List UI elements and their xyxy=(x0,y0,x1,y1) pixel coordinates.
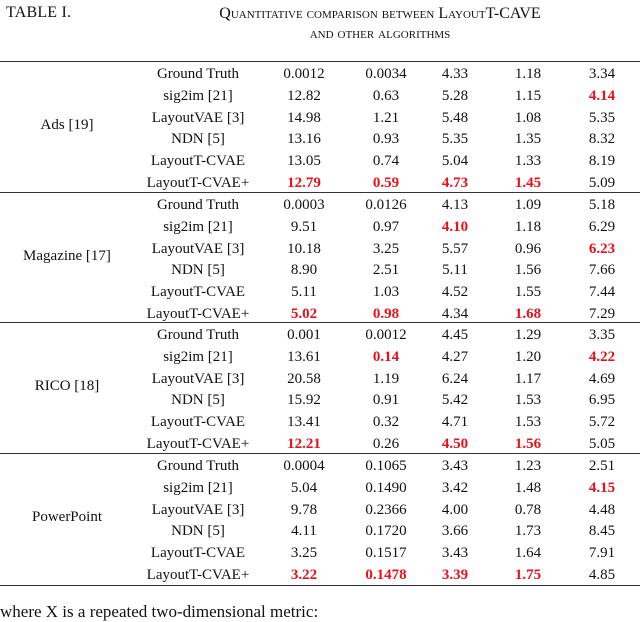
value-cell: 4.00 xyxy=(441,501,469,518)
value-cell: 14.98 xyxy=(287,109,321,126)
value-cell: 0.93 xyxy=(372,131,400,148)
table-title xyxy=(120,4,640,44)
value-cell: 1.08 xyxy=(514,109,542,126)
best-value-cell: 4.73 xyxy=(441,175,469,191)
value-cell: 5.18 xyxy=(588,197,616,213)
value-cell: 4.48 xyxy=(588,501,616,518)
value-cell: 4.27 xyxy=(441,348,469,365)
group-divider xyxy=(0,322,640,323)
dataset-label: Magazine [17] xyxy=(23,247,111,264)
best-value-cell: 0.1478 xyxy=(365,567,407,583)
method-name: LayoutT-CVAE xyxy=(150,545,246,562)
value-cell: 5.72 xyxy=(588,414,616,431)
table-row xyxy=(0,282,640,304)
table-row xyxy=(0,260,640,282)
best-value-cell: 12.21 xyxy=(287,436,321,452)
value-cell: 2.51 xyxy=(588,458,616,474)
best-value-cell: 6.23 xyxy=(588,240,616,257)
table-title-line-2: and other algorithms xyxy=(309,25,451,42)
value-cell: 4.52 xyxy=(441,284,469,301)
value-cell: 5.04 xyxy=(441,153,469,170)
table-row xyxy=(0,412,640,434)
best-value-cell: 1.56 xyxy=(514,436,542,452)
value-cell: 1.23 xyxy=(514,458,542,474)
value-cell: 3.35 xyxy=(588,327,616,343)
value-cell: 13.05 xyxy=(287,153,321,170)
table-row xyxy=(0,239,640,261)
value-cell: 13.16 xyxy=(287,131,321,148)
value-cell: 1.21 xyxy=(372,109,400,126)
value-cell: 13.41 xyxy=(287,414,321,431)
value-cell: 1.09 xyxy=(514,197,542,213)
value-cell: 1.29 xyxy=(514,327,542,343)
body-text-line: where X is a repeated two-dimensional metric: xyxy=(0,602,319,621)
value-cell: 0.1517 xyxy=(365,545,407,562)
value-cell: 1.35 xyxy=(514,131,542,148)
value-cell: 1.18 xyxy=(514,218,542,235)
value-cell: 8.90 xyxy=(290,262,318,279)
value-cell: 10.18 xyxy=(287,240,321,257)
method-name: Ground Truth xyxy=(156,197,240,213)
table-row xyxy=(0,325,640,347)
value-cell: 0.91 xyxy=(372,392,400,409)
value-cell: 1.53 xyxy=(514,392,542,409)
value-cell: 2.51 xyxy=(372,262,400,279)
value-cell: 0.0126 xyxy=(365,197,407,213)
value-cell: 0.0012 xyxy=(283,66,325,82)
value-cell: 0.32 xyxy=(372,414,400,431)
dataset-label: RICO [18] xyxy=(34,377,100,394)
value-cell: 4.11 xyxy=(291,523,317,540)
group-divider xyxy=(0,453,640,454)
value-cell: 1.20 xyxy=(514,348,542,365)
best-value-cell: 12.79 xyxy=(287,175,321,191)
method-name: sig2im [21] xyxy=(163,348,233,365)
method-name: sig2im [21] xyxy=(163,218,233,235)
value-cell: 3.42 xyxy=(441,479,469,496)
value-cell: 1.53 xyxy=(514,414,542,431)
table-row xyxy=(0,456,640,478)
value-cell: 7.44 xyxy=(588,284,616,301)
best-value-cell: 4.22 xyxy=(588,348,616,365)
value-cell: 0.0004 xyxy=(283,458,325,474)
value-cell: 3.34 xyxy=(588,66,616,82)
dataset-label: Ads [19] xyxy=(40,116,94,133)
value-cell: 6.24 xyxy=(441,370,469,387)
value-cell: 8.32 xyxy=(588,131,616,148)
value-cell: 3.25 xyxy=(372,240,400,257)
value-cell: 0.1720 xyxy=(365,523,407,540)
value-cell: 5.48 xyxy=(441,109,469,126)
best-value-cell: 4.14 xyxy=(588,87,616,104)
value-cell: 0.0012 xyxy=(365,327,407,343)
method-name: NDN [5] xyxy=(171,392,225,409)
method-name: sig2im [21] xyxy=(163,479,233,496)
value-cell: 3.25 xyxy=(290,545,318,562)
method-name: LayoutVAE [3] xyxy=(151,240,245,257)
table-row xyxy=(0,347,640,369)
method-name: LayoutVAE [3] xyxy=(151,370,245,387)
method-name: LayoutVAE [3] xyxy=(151,109,245,126)
value-cell: 1.73 xyxy=(514,523,542,540)
table-row xyxy=(0,500,640,522)
value-cell: 15.92 xyxy=(287,392,321,409)
table-row xyxy=(0,478,640,500)
value-cell: 4.34 xyxy=(441,306,469,322)
method-name: Ground Truth xyxy=(156,458,240,474)
method-name: LayoutVAE [3] xyxy=(151,501,245,518)
table-row xyxy=(0,521,640,543)
value-cell: 0.78 xyxy=(514,501,542,518)
value-cell: 4.13 xyxy=(441,197,469,213)
method-name: Ground Truth xyxy=(156,66,240,82)
value-cell: 4.33 xyxy=(441,66,469,82)
group-divider xyxy=(0,192,640,193)
value-cell: 7.66 xyxy=(588,262,616,279)
value-cell: 0.1065 xyxy=(365,458,407,474)
table-row xyxy=(0,543,640,565)
best-value-cell: 0.59 xyxy=(372,175,400,191)
method-name: LayoutT-CVAE+ xyxy=(146,306,250,322)
value-cell: 0.001 xyxy=(287,327,321,343)
best-value-cell: 3.39 xyxy=(441,567,469,583)
value-cell: 4.71 xyxy=(441,414,469,431)
method-name: NDN [5] xyxy=(171,131,225,148)
value-cell: 6.29 xyxy=(588,218,616,235)
method-name: LayoutT-CVAE xyxy=(150,414,246,431)
value-cell: 5.35 xyxy=(441,131,469,148)
value-cell: 1.03 xyxy=(372,284,400,301)
value-cell: 0.2366 xyxy=(365,501,407,518)
value-cell: 0.97 xyxy=(372,218,400,235)
value-cell: 4.85 xyxy=(588,567,616,583)
best-value-cell: 0.98 xyxy=(372,306,400,322)
value-cell: 1.64 xyxy=(514,545,542,562)
method-name: sig2im [21] xyxy=(163,87,233,104)
value-cell: 0.63 xyxy=(372,87,400,104)
best-value-cell: 4.15 xyxy=(588,479,616,496)
value-cell: 20.58 xyxy=(287,370,321,387)
method-name: NDN [5] xyxy=(171,523,225,540)
value-cell: 8.45 xyxy=(588,523,616,540)
table-row xyxy=(0,64,640,86)
table-row xyxy=(0,129,640,151)
dataset-label: PowerPoint xyxy=(31,508,102,525)
method-name: LayoutT-CVAE+ xyxy=(146,567,250,583)
value-cell: 3.43 xyxy=(441,545,469,562)
method-name: LayoutT-CVAE+ xyxy=(146,436,250,452)
value-cell: 1.33 xyxy=(514,153,542,170)
table-row xyxy=(0,108,640,130)
value-cell: 1.17 xyxy=(514,370,542,387)
method-name: LayoutT-CVAE+ xyxy=(146,175,250,191)
value-cell: 9.51 xyxy=(290,218,318,235)
value-cell: 4.45 xyxy=(441,327,469,343)
value-cell: 0.74 xyxy=(372,153,400,170)
value-cell: 6.95 xyxy=(588,392,616,409)
value-cell: 5.57 xyxy=(441,240,469,257)
table-label: TABLE I. xyxy=(6,4,72,21)
value-cell: 1.19 xyxy=(372,370,400,387)
value-cell: 5.42 xyxy=(441,392,469,409)
best-value-cell: 1.45 xyxy=(514,175,542,191)
value-cell: 1.48 xyxy=(514,479,542,496)
table-title-line-1: Quantitative comparison between LayoutT-CAVE xyxy=(219,5,541,22)
value-cell: 8.19 xyxy=(588,153,616,170)
table-row xyxy=(0,565,640,587)
value-cell: 5.28 xyxy=(441,87,469,104)
value-cell: 0.26 xyxy=(372,436,400,452)
value-cell: 5.11 xyxy=(291,284,317,301)
value-cell: 1.15 xyxy=(514,87,542,104)
value-cell: 5.11 xyxy=(442,262,468,279)
method-name: LayoutT-CVAE xyxy=(150,153,246,170)
value-cell: 5.05 xyxy=(588,436,616,452)
value-cell: 7.29 xyxy=(588,306,616,322)
value-cell: 1.18 xyxy=(514,66,542,82)
table-row xyxy=(0,195,640,217)
value-cell: 12.82 xyxy=(287,87,321,104)
table-row xyxy=(0,217,640,239)
value-cell: 0.1490 xyxy=(365,479,407,496)
table-bottom-rule xyxy=(0,585,640,586)
table-row xyxy=(0,86,640,108)
table-row xyxy=(0,390,640,412)
group-divider xyxy=(0,61,640,62)
value-cell: 0.0034 xyxy=(365,66,407,82)
best-value-cell: 5.02 xyxy=(290,306,318,322)
value-cell: 1.56 xyxy=(514,262,542,279)
value-cell: 0.96 xyxy=(514,240,542,257)
best-value-cell: 3.22 xyxy=(290,567,318,583)
table-row xyxy=(0,369,640,391)
method-name: Ground Truth xyxy=(156,327,240,343)
value-cell: 9.78 xyxy=(290,501,318,518)
best-value-cell: 4.50 xyxy=(441,436,469,452)
value-cell: 0.0003 xyxy=(283,197,325,213)
value-cell: 5.09 xyxy=(588,175,616,191)
best-value-cell: 4.10 xyxy=(441,218,469,235)
method-name: NDN [5] xyxy=(171,262,225,279)
best-value-cell: 1.68 xyxy=(514,306,542,322)
value-cell: 3.66 xyxy=(441,523,469,540)
value-cell: 1.55 xyxy=(514,284,542,301)
table-caption xyxy=(0,2,640,48)
value-cell: 4.69 xyxy=(588,370,616,387)
best-value-cell: 0.14 xyxy=(372,348,400,365)
value-cell: 13.61 xyxy=(287,348,321,365)
table-row xyxy=(0,151,640,173)
value-cell: 5.35 xyxy=(588,109,616,126)
value-cell: 3.43 xyxy=(441,458,469,474)
value-cell: 5.04 xyxy=(290,479,318,496)
method-name: LayoutT-CVAE xyxy=(150,284,246,301)
value-cell: 7.91 xyxy=(588,545,616,562)
best-value-cell: 1.75 xyxy=(514,567,542,583)
